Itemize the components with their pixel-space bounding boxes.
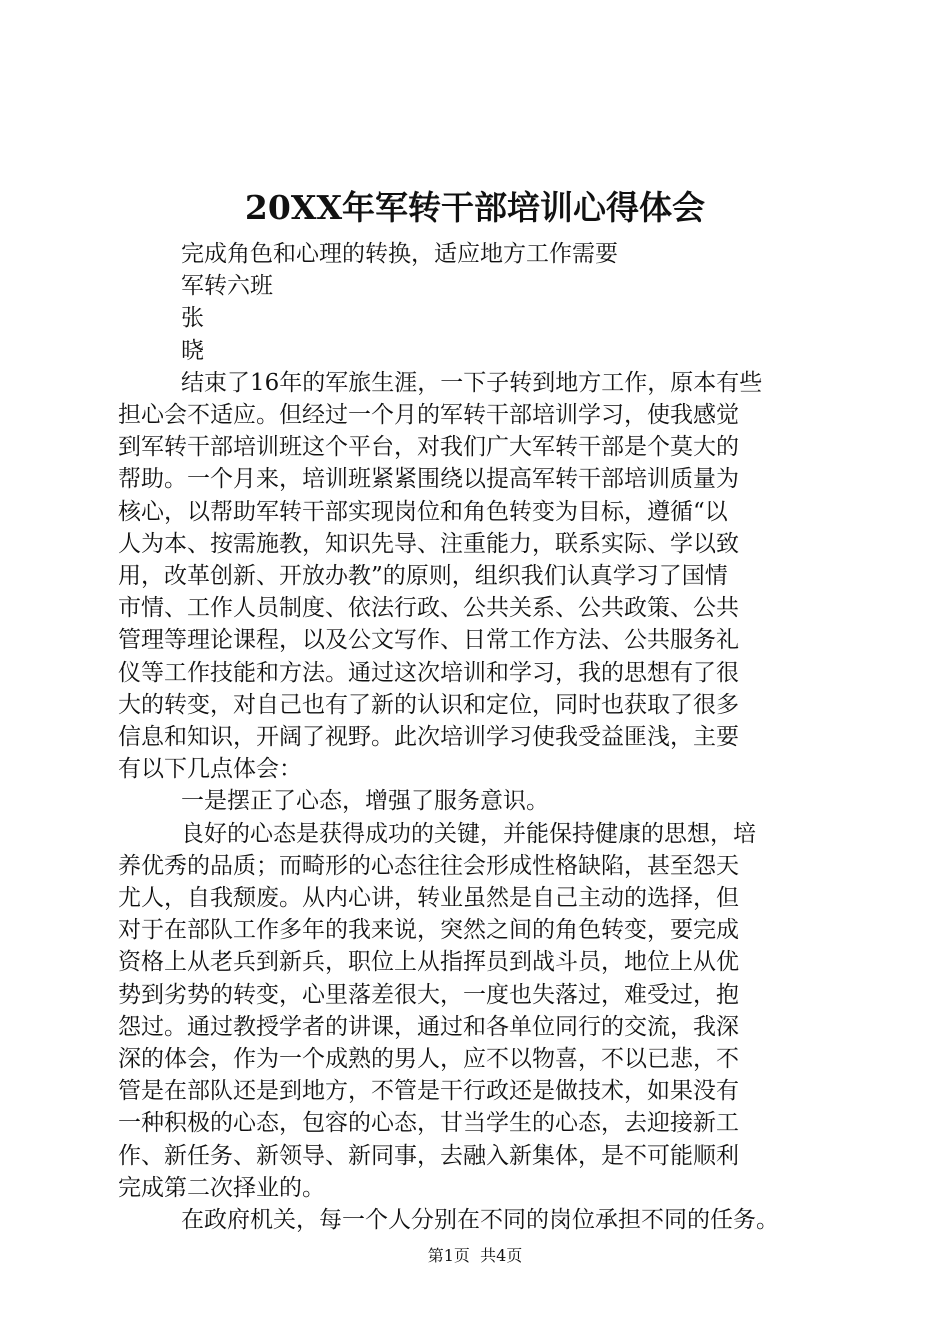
document-title: 20XX年军转干部培训心得体会 [244,188,706,227]
text-line: 深的体会，作为一个成熟的男人，应不以物喜，不以已悲，不 [118,1046,739,1073]
text-line: 养优秀的品质；而畸形的心态往往会形成性格缺陷，甚至怨天 [118,852,739,879]
text-line: 管理等理论课程，以及公文写作、日常工作方法、公共服务礼 [118,627,739,654]
text-line: 管是在部队还是到地方，不管是干行政还是做技术，如果没有 [118,1078,739,1105]
page-number: 第1页 共4页 [427,1246,523,1265]
text-line: 核心，以帮助军转干部实现岗位和角色转变为目标，遵循“以 [118,498,728,525]
text-line: 仪等工作技能和方法。通过这次培训和学习，我的思想有了很 [118,659,739,686]
text-line: 人为本、按需施教，知识先导、注重能力，联系实际、学以致 [118,530,739,557]
text-line: 在政府机关，每一个人分别在不同的岗位承担不同的任务。 [181,1207,779,1234]
text-line: 资格上从老兵到新兵，职位上从指挥员到战斗员，地位上从优 [118,949,739,976]
text-line: 市情、工作人员制度、依法行政、公共关系、公共政策、公共 [118,595,739,622]
text-line: 军转六班 [181,273,273,300]
text-line: 到军转干部培训班这个平台，对我们广大军转干部是个莫大的 [118,434,739,461]
text-line: 有以下几点体会： [118,756,302,783]
text-line: 完成角色和心理的转换，适应地方工作需要 [181,241,618,267]
text-line: 对于在部队工作多年的我来说，突然之间的角色转变，要完成 [118,917,739,944]
text-line: 结束了16年的军旅生涯，一下子转到地方工作，原本有些 [181,369,763,396]
text-line: 尤人，自我颓废。从内心讲，转业虽然是自己主动的选择，但 [118,885,739,912]
text-line: 用，改革创新、开放办教”的原则，组织我们认真学习了国情 [118,563,728,590]
text-line: 晓 [181,337,204,364]
text-line: 担心会不适应。但经过一个月的军转干部培训学习，使我感觉 [118,402,739,429]
text-line: 良好的心态是获得成功的关键，并能保持健康的思想，培 [181,820,756,847]
text-line: 一种积极的心态，包容的心态，甘当学生的心态，去迎接新工 [118,1110,739,1137]
text-line: 完成第二次择业的。 [118,1174,325,1201]
document-body [118,238,840,1236]
page-footer [0,1245,950,1267]
text-line: 信息和知识，开阔了视野。此次培训学习使我受益匪浅，主要 [118,724,739,751]
text-line: 怨过。通过教授学者的讲课，通过和各单位同行的交流，我深 [118,1013,739,1040]
text-line: 帮助。一个月来，培训班紧紧围绕以提高军转干部培训质量为 [118,466,739,493]
text-line: 作、新任务、新领导、新同事，去融入新集体，是不可能顺利 [118,1142,739,1169]
text-line: 张 [181,305,204,332]
text-line: 大的转变，对自己也有了新的认识和定位，同时也获取了很多 [118,691,739,718]
text-line: 势到劣势的转变，心里落差很大，一度也失落过，难受过，抱 [118,981,739,1008]
text-line: 一是摆正了心态，增强了服务意识。 [181,788,549,815]
